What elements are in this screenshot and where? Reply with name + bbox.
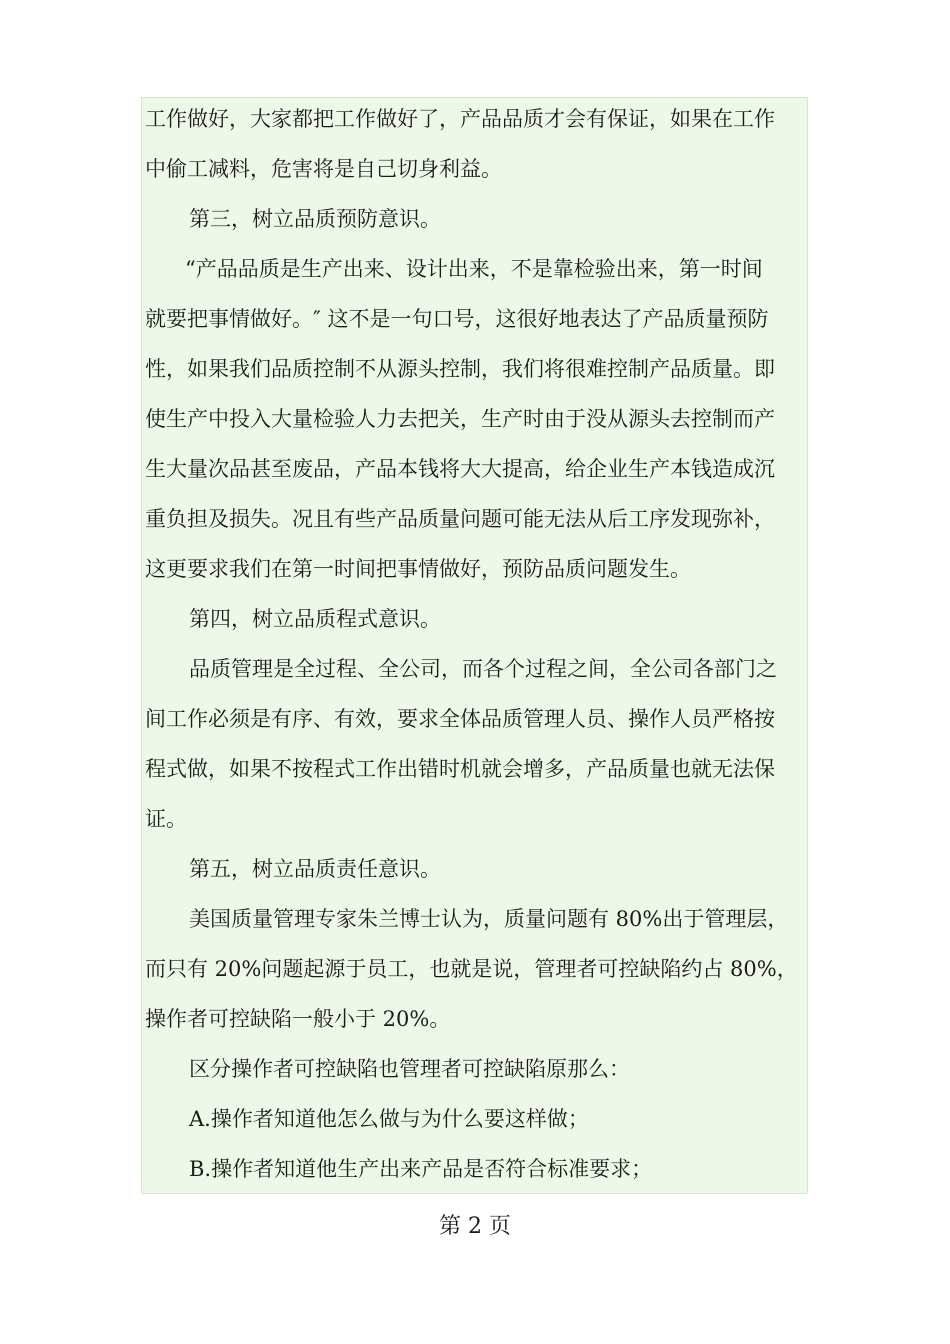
document-body [145, 97, 817, 1197]
paragraph-line: 程式做，如果不按程式工作出错时机就会增多，产品质量也就无法保 [145, 757, 775, 781]
page-number: 第 2 页 [439, 1214, 511, 1239]
section-heading: 第四，树立品质程式意识。 [189, 607, 441, 631]
section-heading: 第三，树立品质预防意识。 [189, 207, 441, 231]
paragraph-line: 这更要求我们在第一时间把事情做好，预防品质问题发生。 [145, 557, 691, 581]
paragraph-line: 操作者可控缺陷一般小于 20%。 [145, 1007, 451, 1031]
paragraph-line: 性，如果我们品质控制不从源头控制，我们将很难控制产品质量。即 [145, 357, 775, 381]
paragraph-line: 品质管理是全过程、全公司，而各个过程之间，全公司各部门之 [189, 657, 777, 681]
paragraph-line: “产品品质是生产出来、设计出来，不是靠检验出来，第一时间 [185, 257, 763, 281]
paragraph-line: 就要把事情做好。″ 这不是一句口号，这很好地表达了产品质量预防 [145, 307, 769, 331]
paragraph-line: 工作做好，大家都把工作做好了，产品品质才会有保证，如果在工作 [145, 107, 775, 131]
paragraph-line: 重负担及损失。况且有些产品质量问题可能无法从后工序发现弥补， [145, 507, 775, 531]
paragraph-line: 证。 [145, 807, 187, 831]
paragraph-line: 而只有 20%问题起源于员工，也就是说，管理者可控缺陷约占 80%， [145, 957, 798, 981]
paragraph-line: 中偷工减料，危害将是自己切身利益。 [145, 157, 502, 181]
paragraph-line: 使生产中投入大量检验人力去把关，生产时由于没从源头去控制而产 [145, 407, 775, 431]
paragraph-line: 生大量次品甚至废品，产品本钱将大大提高，给企业生产本钱造成沉 [145, 457, 775, 481]
paragraph-line: 美国质量管理专家朱兰博士认为，质量问题有 80%出于管理层， [189, 907, 789, 931]
list-item: B.操作者知道他生产出来产品是否符合标准要求； [189, 1157, 653, 1181]
list-item: A.操作者知道他怎么做与为什么要这样做； [189, 1107, 589, 1131]
paragraph-line: 区分操作者可控缺陷也管理者可控缺陷原那么： [189, 1057, 630, 1081]
paragraph-line: 间工作必须是有序、有效，要求全体品质管理人员、操作人员严格按 [145, 707, 775, 731]
section-heading: 第五，树立品质责任意识。 [189, 857, 441, 881]
